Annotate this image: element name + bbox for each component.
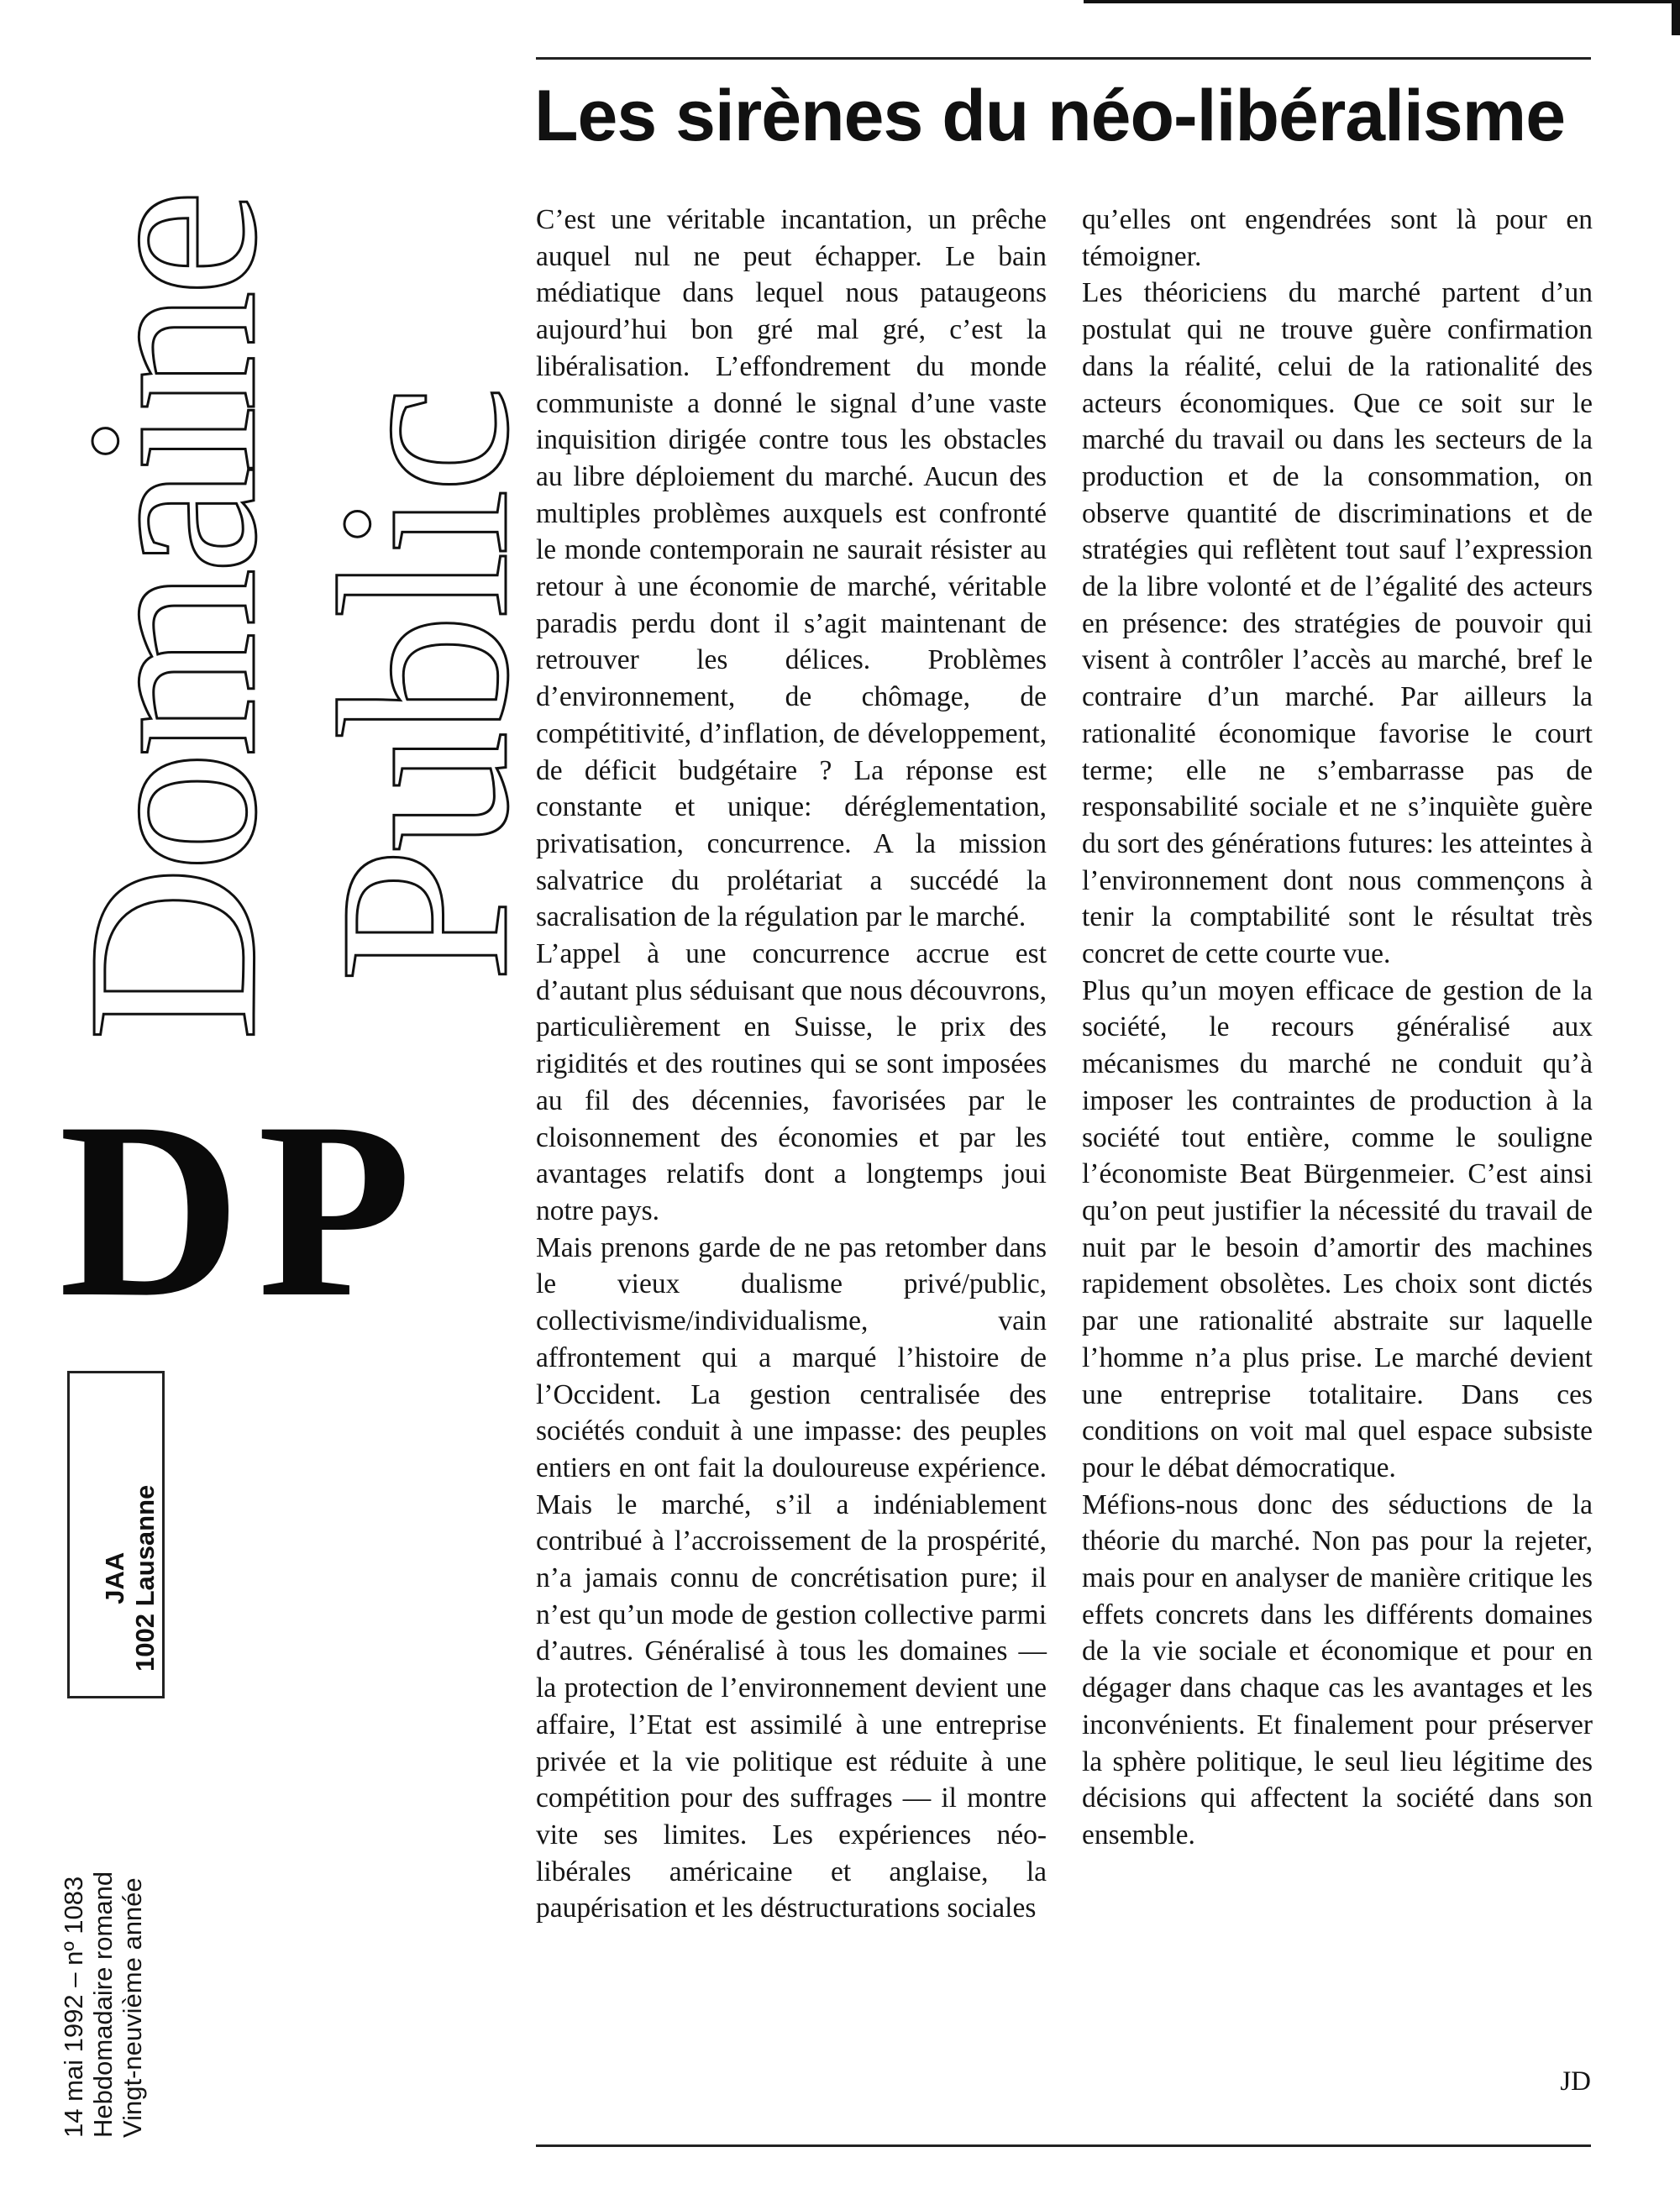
issue-info (59, 1871, 147, 2138)
bottom-rule (536, 2144, 1591, 2147)
article-column-right (1082, 202, 1593, 1854)
masthead-domaine: Domaine (37, 195, 307, 1042)
article-paragraph-4: Les théoriciens du marché partent d’un postulat qui ne trouve guère confirmation dans la réalité, celui de la rationalité des acteurs économiques. Que ce soit sur le marché du travail ou dans les secteurs de la production et de la consommation, on observe quantité de discriminations et de stratégies qui reflètent tout sauf l’expression de la libre volonté et de l’égalité des acteurs en présence: des stratégies de pouvoir qui visent à contrôler l’accès au marché, bref le contraire d’un marché. Par ailleurs la rationalité économique favorise le court terme; elle ne s’embarrasse pas de responsabilité sociale et ne s’inquiète guère du sort des générations futures: les atteintes à l’environnement dont nous commençons à tenir la comptabilité sont le résultat très concret de cette courte vue. (1082, 277, 1593, 970)
article-paragraph-5: Plus qu’un moyen efficace de gestion de la société, le recours généralisé aux mécanismes du marché ne conduit qu’à imposer les contraintes de production à la société tout entière, comme le souligne l’économiste Beat Bürgenmeier. C’est ainsi qu’on peut justifier la nécessité du travail de nuit par le besoin d’amortir des machines rapidement obsolètes. Les choix sont dictés par une rationalité abstraite sur laquelle l’homme n’a plus prise. Le marché devient une entreprise totalitaire. Dans ces conditions on voit mal quel espace subsiste pour le débat démocratique. (1082, 974, 1593, 1483)
article-paragraph-2: L’appel à une concurrence accrue est d’autant plus séduisant que nous découvrons, particulièrement en Suisse, le prix des rigidités et des routines qui se sont imposées au fil des décennies, favorisées par le cloisonnement des économies et par les avantages relatifs dont a longtemps joui notre pays. (536, 938, 1047, 1226)
top-border-bar (1084, 0, 1680, 3)
article-paragraph-3-continued: qu’elles ont engendrées sont là pour en témoigner. (1082, 204, 1593, 272)
article-paragraph-3: Mais prenons garde de ne pas retomber dans le vieux dualisme privé/public, collectivisme/individualisme, vain affrontement qui a marqué l’histoire de l’Occident. La gestion centralisée des sociétés conduit à une impasse: des peuples entiers en ont fait la douloureuse expérience. Mais le marché, s’il a indéniablement contribué à l’accroissement de la prospérité, n’a jamais connu de concrétisation pure; il n’est qu’un mode de gestion collective parmi d’autres. Généralisé à tous les domaines — la protection de l’environnement devient une affaire, l’Etat est assimilé à une entreprise privée et la vie politique est réduite à une compétition pour des suffrages — il montre vite ses limites. Les expériences néo-libérales américaine et anglaise, la paupérisation et les déstructurations sociales (536, 1231, 1047, 1924)
dp-logo: DP (59, 1070, 428, 1349)
author-signature: JD (1560, 2066, 1591, 2097)
postal-city: 1002 Lausanne (130, 1484, 160, 1672)
article-title: Les sirènes du néo-libéralisme (534, 76, 1566, 156)
masthead-public: Public (289, 390, 559, 983)
publication-year: Vingt-neuvième année (118, 1877, 147, 2138)
publication-frequency: Hebdomadaire romand (88, 1871, 118, 2138)
article-column-left (536, 202, 1047, 1927)
article-paragraph-1: C’est une véritable incantation, un prêche auquel nul ne peut échapper. Le bain médiatique dans lequel nous pataugeons aujourd’hui bon gré mal gré, c’est la libéralisation. L’effondrement du monde communiste a donné le signal d’une vaste inquisition dirigée contre tous les obstacles au libre déploiement du marché. Aucun des multiples problèmes auxquels est confronté le monde contemporain ne saurait résister au retour à une économie de marché, véritable paradis perdu dont il s’agit maintenant de retrouver les délices. Problèmes d’environnement, de chômage, de compétitivité, d’inflation, de développement, de déficit budgétaire ? La réponse est constante et unique: déréglementation, privatisation, concurrence. A la mission salvatrice du prolétariat a succédé la sacralisation de la régulation par le marché. (536, 204, 1047, 933)
issue-date-number: 14 mai 1992 – nº 1083 (59, 1876, 88, 2138)
top-corner-edge (1672, 0, 1680, 35)
top-rule (536, 57, 1591, 60)
article-paragraph-6: Méfions-nous donc des séductions de la théorie du marché. Non pas pour la rejeter, mais pour en analyser de manière critique les effets concrets dans les différents domaines de la vie sociale et économique et pour en dégager dans chaque cas les avantages et les inconvénients. Et finalement pour préserver la sphère politique, le seul lieu légitime des décisions qui affectent la société dans son ensemble. (1082, 1488, 1593, 1850)
postal-box-text (100, 1485, 160, 1672)
postal-code-jaa: JAA (100, 1551, 129, 1604)
postal-box (67, 1371, 165, 1698)
